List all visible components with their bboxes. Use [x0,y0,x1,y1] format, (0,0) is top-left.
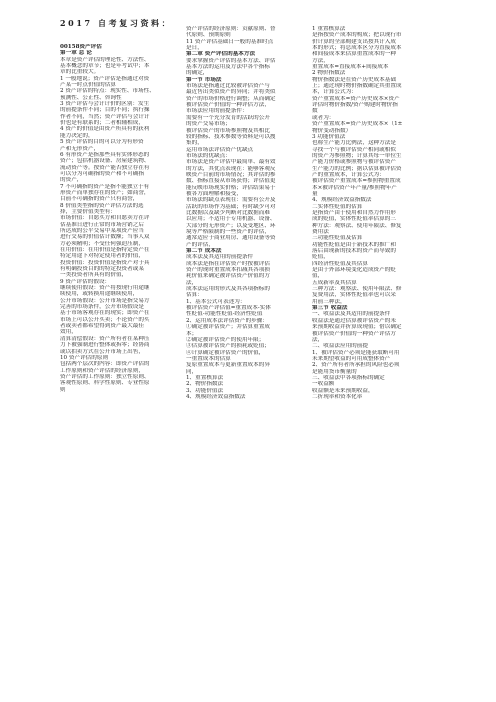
text-line: 用前三种法， [312,298,346,305]
text-line: 值， [312,273,324,280]
text-line: 1 一般地说；资产评估是指通过对资 [60,75,150,82]
text-line: 能反映市场现实价格；评估结果易于 [186,184,276,191]
text-line: 资产重置成本=资产历史成本×（1± [312,121,403,128]
text-line: 市场法的缺点表现在：需要有公开及 [186,197,276,204]
text-line: 生产能力的比例；据以估算被评估资 [312,165,402,172]
text-line: 成本法及其适用的前提条件 [186,254,254,261]
section-heading: 第一节 市场法 [186,76,222,83]
text-line: 未来期望收益的可用成整体资产 [312,355,391,362]
text-line: 寻找一个与被评估资产相同或相似 [312,146,396,153]
text-line: 客观性原则、科学性原则、专业性原 [60,380,150,387]
text-line: 是指资产由于使用和自然力作用形 [312,209,396,216]
text-line: 被评估资产评估值=重置成本-实体 [186,305,271,312]
text-line: 一重置成本的估算 [186,355,231,362]
text-line: 2 资产评估的特点：现实性、市场性、 [60,88,155,95]
text-line: 完善的市场条件，公开市场假设是 [60,304,144,311]
text-line: 资产评估的工作原则：独立性原则、 [60,373,150,380]
page-title: 2017 自考复习资料： [60,18,173,28]
text-line: 费用法 [312,229,329,235]
text-line: 继续使用假设：资产将按现行用途继 [60,285,150,292]
text-line: 一、收益法及其适用的前提条件 [312,311,391,318]
text-line: 11 资产评估基础日一般的基准时点 [186,38,274,45]
text-line: 效用， [60,329,77,336]
text-line: 耗价值来确定被评估资产价值的方 [186,273,270,280]
text-line: 2、物价指数法 [186,381,224,388]
text-line: 数、指标直接从市场获得；评估值更 [186,178,276,185]
text-line: 物价变动指数） [312,127,352,134]
text-line: 市场价值：自愿买方和自愿卖方在评 [60,215,150,222]
text-line: 3、功能价值法 [186,387,224,394]
text-line: 有明确投资目的的特定投资者或某 [60,266,144,273]
text-line: 产的评估， [186,241,214,248]
text-line: 收益额是未来预期收益， [312,387,374,394]
text-line: 贬值， [312,254,329,261]
text-line: 市场法是指通过比较被评估资产与 [186,83,270,90]
text-line: 二实体性贬值的估算 [312,203,363,210]
text-line: 以应用；不适用于专用机器、设备、 [186,216,276,223]
text-line: 法， [312,336,324,343]
text-line: ②确定被评估资产的使用年限； [186,336,265,343]
text-line: 1、基本公式可表述为： [186,298,246,305]
text-line: 预测性、公正性、咨询性 [60,94,122,101]
text-line: 作者不同，当然；资产评估与会计计 [60,113,150,120]
text-line: 境等严格限制的一些资产的评估， [186,229,270,235]
text-line: 五成新率及其估算 [312,279,357,286]
text-line: 复费用法，实体性贬值率也可以采 [312,292,396,299]
text-line: 估算： [186,292,203,299]
text-line: 所达成的公平交易中某项资产应当 [60,227,144,234]
text-line: 公开市场假设：公开市场是指交易方 [60,297,150,304]
text-line: 市场法的优缺点： [186,152,231,159]
section-heading: 第一章 总 论 [60,50,92,57]
text-line: 是由于外部环境变化造成资产的贬 [312,267,396,274]
text-line: 活跃的市场作为基础；有时缺少可对 [186,203,276,210]
text-line: 的资产， [60,177,83,184]
text-line: 是指按资产成本的构成；把以现行市 [312,32,402,39]
text-line: 工作原则和资产评估的经济原则， [60,367,144,374]
text-line: 目前不可确指的资产只有商誉， [60,196,139,203]
text-line: 三种方法：观察法、使用年限法、修 [312,286,402,293]
text-line: 5 资产评估的目的可以分为有形资 [60,139,144,146]
section-heading: 第三节 收益法 [312,305,348,312]
text-line: 方法， [312,57,329,64]
text-line: 4 资产的价值是由资产所具有的获利 [60,126,150,133]
text-line: 是日， [186,45,203,52]
text-line: 1 重置核算法 [312,26,346,32]
text-line: 资产重置成本=资产历史成本×资产 [312,95,400,102]
text-line: ③估算被评估资产的损耗或贬值； [186,343,270,350]
text-line: 资产的市场价格进行调整；从而确定 [186,95,276,102]
text-line: 的资产为参照物；计算其每一单位生 [312,152,402,159]
section-heading: 第二章 资产评估的基本方法 [186,51,256,58]
text-line: 或者为： [312,114,335,121]
text-line: 可以分为可确指的资产和不可确指 [60,170,144,177]
section-heading: 00158资产评估 [60,44,102,50]
text-line: 7 不可确指的资产是指不能独立于有 [60,183,150,190]
text-line: 1、重置核算法 [186,374,224,381]
text-line: 三、收益法中各项指标的确定 [312,374,385,381]
text-line: ①确定被评估资产；并估算重置成 [186,324,270,331]
text-line: 市场法应用的前提条件： [186,108,248,115]
text-line: 被评估资产重置成本=参照物重置成 [312,178,401,185]
text-line: 成的贬值，实体性贬值率估算的三 [312,216,396,223]
text-line: 需要有一个充分发育的活跃的公开 [186,114,270,121]
text-line: 来预期收益并折算成现值；借以确定 [312,324,402,331]
text-line: 的方法，其优点表现在：能够客观反 [186,165,276,172]
text-line: 运用市场法评估资产优缺点 [186,146,254,153]
text-line: 清算清偿假设：资产所有者在某种压 [60,335,150,342]
text-line: 本； [186,330,198,337]
text-line: 映资产目前的市场情况；其评估的参 [186,171,276,178]
text-line: 评估时物价指数/资产购建时物价指 [312,102,398,109]
text-line: 比数据以及缺少判断对比数据而难 [186,209,270,216]
text-line: 择，主要价值类型有： [60,208,116,215]
text-line: 续使用，或转换用途继续使用， [60,291,139,298]
text-line: 市场上可以公开买卖；不论资产的买 [60,316,150,323]
text-line: 功能性贬值是由于新技术的推广和 [312,241,396,248]
text-line: 的资产交易市场； [186,121,231,128]
text-line: 10 资产评估的原则 [60,354,109,361]
text-line: 复原重置成本与更新重置成本的异 [186,362,270,369]
text-column-middle [186,26,309,400]
text-line: 集的， [186,140,203,147]
text-line: 被评估资产价值的一种资产评估方 [312,330,396,337]
text-line: ④计算确定被评估资产的价值， [186,349,265,356]
text-line: 4、规模经济效益指数法 [186,393,246,400]
text-line: 章的比重较大。 [60,69,100,76]
text-line: 6 有形资产是指那些具有实体形态的 [60,151,150,158]
text-line: 8 价值类型指的资产评估方法的选 [60,202,144,209]
text-line: 落后由现新的技术的资产而导致的 [312,248,396,255]
text-line: 产某一时点价值的估算 [60,82,116,89]
text-line: 通常适应于商业用房、通用设备等资 [186,235,276,242]
text-line: 9 资产评估的假设： [60,278,111,285]
text-line: 被评估资产价值的一种评估方法， [186,102,270,109]
text-line: 2 物价指数法 [312,70,346,77]
text-line: 方必须精明；不受任何强迫压制， [60,240,144,247]
column-body [60,44,183,393]
text-line: 成本法是指在评估资产时按被评估 [186,260,270,267]
text-line: 产的重置成本，计算公式为： [312,171,385,178]
text-line: 力下被强制进行整体或拆零；经协商 [60,342,150,349]
text-line: 基于市场客观存在的现实；即资产在 [60,310,150,317]
text-line: 形资产而单独存在的资产；如商誉， [60,189,150,196]
text-line: 资产的现时重置成本扣减其各项损 [186,267,270,274]
text-line: 在用价值：在用价值是指特定资产在 [60,247,150,253]
text-line: 大部分的无形资产；以及受地区、环 [186,222,276,229]
text-line: 本的形式；将总成本区分为直接成本 [312,45,402,52]
text-line: 的确定， [186,70,209,77]
text-line: 要求掌握资产评估的基本方法、评估 [186,57,276,64]
text-line: 重置成本=直接成本+间接成本 [312,64,389,71]
text-line: 数 [312,108,318,115]
text-line: 被评估资产的市场参照物及其相比 [186,127,270,134]
text-column-right [312,26,435,400]
text-line: 者或卖者都希望得到资产最大最佳 [60,323,144,330]
text-line: 资产；包括机器设备、房屋建筑物、 [60,158,150,165]
text-line: 3 资产评估与会计计价的区别：发生 [60,101,150,108]
text-line: 特定用途下对特定使用者的价值， [60,253,144,260]
text-line: 流动资产等。按资产能否独立存在有 [60,164,150,171]
text-column-left [60,26,183,393]
text-line: 是能用货币衡量的 [312,368,357,375]
text-line: 二折现率和资本化率 [312,393,363,400]
text-line: 包括两个层次的内容：即资产评估的 [60,361,150,368]
text-line: 1、被评估资产必须是能获取断可用 [312,349,400,356]
text-line: 4、规模经济效益指数法 [312,197,372,204]
text-line: 四经济性贬值及其估算 [312,260,368,267]
text-line: 基本方法的运用及方法中各个指标 [186,64,270,71]
text-line: 进行交易的价值估计数额；当事人双 [60,234,150,241]
text-line: 则 [60,386,66,393]
text-line: 性贬值-功能性贬值-经济性贬值 [186,311,263,318]
text-line: 资产评估的经济原则：贡献原则、替 [186,26,276,32]
text-line: 本，计算公式为： [312,89,357,96]
text-line: 市场法是资产评估中最简单、最有效 [186,159,276,166]
text-line: 较的指标、技术参数等资料是可以搜 [186,133,276,140]
text-line: 本×被评估资产年产量/参照物年产 [312,184,397,191]
text-line: 也称生产能力比例法，这种方法是 [312,140,396,147]
text-line: 基本概念的章节；也是年考试中；本 [60,63,150,70]
text-line: 2、资产所有者所承担的风险也必须 [312,362,400,369]
text-line: 估基准日进行正常的市场营销之后 [60,221,144,228]
text-line: 最近售出类似资产的异同；并将类似 [186,89,276,96]
text-line: 3 功能价值法 [312,133,346,140]
text-line: 成本法运用的形式及其各项指标的 [186,286,270,293]
text-line: 同， [186,368,198,375]
text-line: 二、收益法应用的前提 [312,343,368,350]
text-line: 投资价值：投资价值是指资产对于具 [60,259,150,266]
text-line: 法， [186,279,198,286]
text-line: 量 [312,190,318,197]
text-line: 被各方面理解和接受， [186,190,242,197]
text-line: 产和无形资产， [60,145,100,152]
text-line: 价也是有联系的；二者相辅相成， [60,120,144,127]
text-line: 上；通过现时物价指数确定其重置成 [312,83,402,90]
text-line: 三功能性贬值及估算 [312,235,363,242]
text-line: 的前提条件不同；目的不同；执行操 [60,107,150,114]
section-heading: 第二节 成本法 [186,248,222,255]
text-line: 物价指数法是在资产历史成本基础 [312,76,396,83]
text-line: 种方法：观察法、使用年限法、修复 [312,222,402,229]
text-line: 一类投资者所具有的价值， [60,272,128,279]
text-line: 收益法是通过估算被评估资产的未 [312,317,396,324]
text-line: 一收益额 [312,381,335,388]
text-line: 价计算的全部购建支出按其计入成 [312,38,396,45]
text-line: 或以拍卖方式在公开市场上出售， [60,348,144,355]
text-line: 2、运用成本法评估资产的步骤： [186,317,268,324]
text-line: 产能力价格或参照物与被评估资产 [312,159,396,166]
text-line: 本章是资产评估的理论性、方法性、 [60,56,150,63]
text-line: 代原则、预期原则 [186,32,231,39]
text-line: 和间接成本来估算重置成本的一种 [312,51,396,58]
text-line: 能力决定的， [60,132,94,139]
